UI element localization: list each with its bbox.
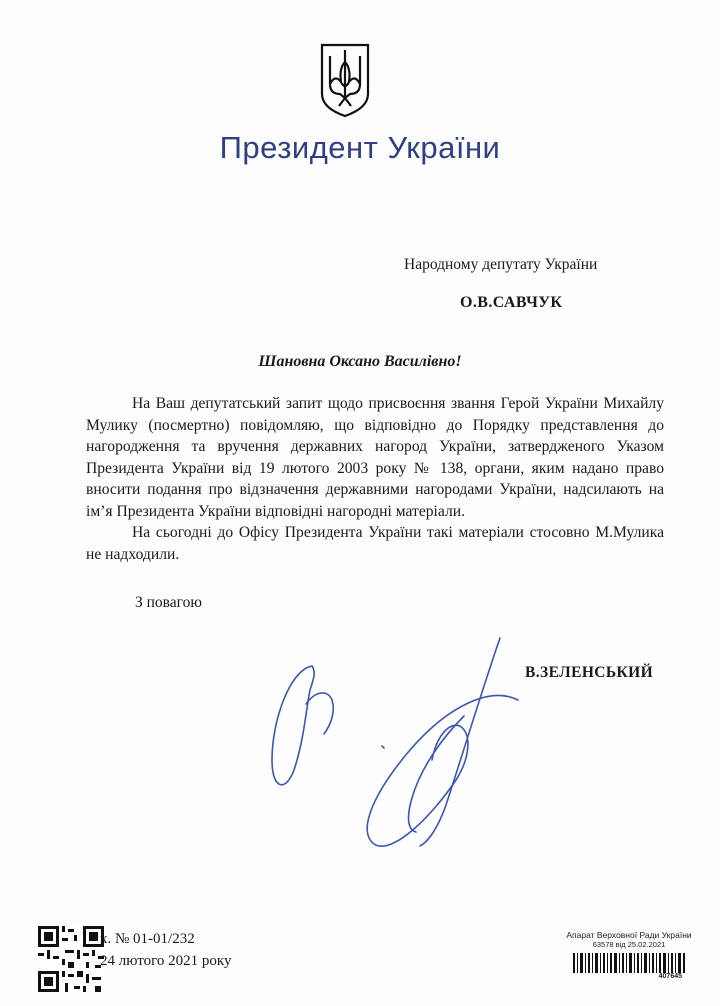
stamp-organization: Апарат Верховної Ради України — [566, 930, 692, 940]
addressee-name: О.В.САВЧУК — [460, 294, 563, 311]
outgoing-number: х. № 01-01/232 — [100, 931, 195, 947]
handwritten-signature — [250, 630, 550, 870]
stamp-registration: 63578 від 25.02.2021 — [592, 940, 666, 949]
salutation: Шановна Оксано Василівно! — [258, 353, 462, 370]
stamp-code: 407645 — [658, 973, 682, 980]
trident-coat-of-arms-icon — [319, 42, 371, 118]
outgoing-reference — [100, 928, 231, 972]
signer-name: В.ЗЕЛЕНСЬКИЙ — [525, 664, 654, 681]
addressee-line: Народному депутату України — [404, 256, 598, 273]
letterhead-title: Президент України — [219, 130, 501, 165]
closing-phrase: З повагою — [135, 594, 202, 611]
qr-code-icon — [38, 926, 104, 992]
letter-body — [86, 393, 664, 565]
outgoing-date: 24 лютого 2021 року — [100, 953, 232, 969]
body-paragraph: На сьогодні до Офісу Президента України такі матеріали стосовно М.Мулика не надходили. — [86, 524, 664, 563]
barcode-icon — [573, 953, 685, 973]
body-paragraph: На Ваш депутатський запит щодо присвоєння звання Герой України Михайлу Мулику (посмертно) повідомляю, що відповідно до Порядку представлення до нагородження та вручення державних нагород України, затвердженого Указом Президента України від 19 лютого 2003 року № 138, органи, яким надано право вносити подання про відзначення державними нагородами України, надсилають на ім’я Президента України відповідні нагородні матеріали. — [86, 395, 664, 520]
registration-stamp — [566, 930, 692, 980]
